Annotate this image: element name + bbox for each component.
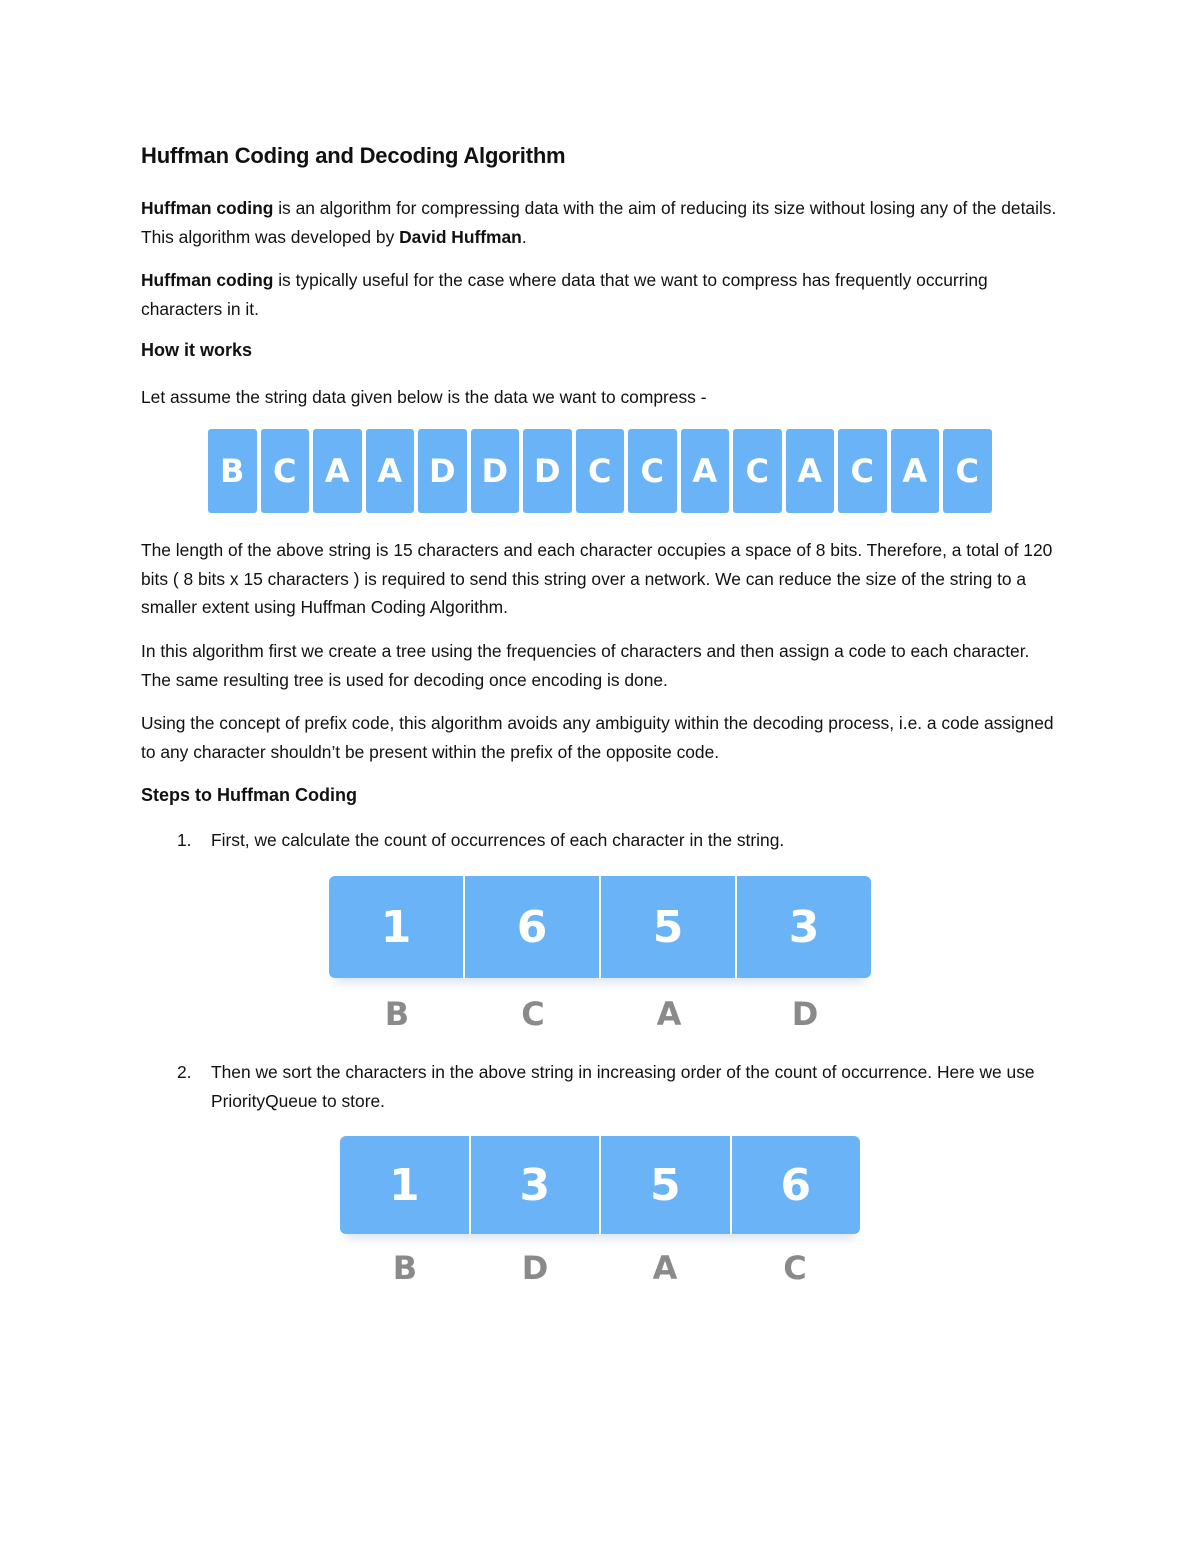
frequency-char-labels (329, 995, 873, 1033)
frequency-count-cell: 1 (329, 876, 465, 978)
sorted-count-cell: 3 (471, 1136, 602, 1234)
string-char-cell: D (471, 429, 520, 513)
string-char-cell: C (733, 429, 782, 513)
sorted-char-labels (340, 1249, 860, 1287)
string-char-cell: C (576, 429, 625, 513)
string-char-cell: A (786, 429, 835, 513)
input-string-strip (208, 429, 992, 513)
string-char-cell: C (838, 429, 887, 513)
document-title: Huffman Coding and Decoding Algorithm (141, 143, 566, 168)
string-char-cell: C (943, 429, 992, 513)
sorted-count-cell: 1 (340, 1136, 471, 1234)
prefix-paragraph: Using the concept of prefix code, this algorithm avoids any ambiguity within the decoding process, i.e. a code assigned to any character shouldn’t be present within the prefix of the opposite code. (141, 713, 1054, 762)
term-huffman-coding-2: Huffman coding (141, 270, 274, 290)
string-char-cell: B (208, 429, 257, 513)
intro-end: . (521, 226, 527, 247)
step-2-text: Then we sort the characters in the above string in increasing order of the count of occurrence. Here we use PriorityQueue to store. (211, 1062, 1035, 1111)
string-char-cell: C (261, 429, 310, 513)
intro-text-2: is typically useful for the case where data that we want to compress has frequently occurring characters in it. (141, 270, 988, 319)
string-char-cell: C (628, 429, 677, 513)
how-it-works-heading: How it works (141, 340, 253, 360)
string-char-cell: D (523, 429, 572, 513)
intro-paragraph-2 (141, 266, 1061, 323)
how-intro-paragraph: Let assume the string data given below is the data we want to compress - (141, 387, 707, 407)
intro-text-1: is an algorithm for compressing data with the aim of reducing its size without losing any of the details. This algorithm was developed by (141, 198, 1057, 247)
step-2-number: 2. (177, 1062, 192, 1082)
sorted-char-label: C (783, 1249, 807, 1287)
author-name: David Huffman (399, 226, 522, 247)
steps-heading: Steps to Huffman Coding (141, 785, 357, 805)
frequency-count-cell: 3 (737, 876, 871, 978)
step-1-number: 1. (177, 830, 192, 850)
string-char-cell: A (313, 429, 362, 513)
sorted-char-label: B (392, 1249, 418, 1287)
string-char-cell: A (681, 429, 730, 513)
string-char-cell: A (891, 429, 940, 513)
frequency-count-cell: 5 (601, 876, 737, 978)
sorted-char-label: A (652, 1249, 678, 1287)
frequency-char-label: D (791, 995, 819, 1033)
length-paragraph: The length of the above string is 15 characters and each character occupies a space of 8 bits. Therefore, a total of 120 bits ( 8 bits x 15 characters ) is required to send this string over a network. We can reduce the size of the string to a smaller extent using Huffman Coding Algorithm. (141, 540, 1053, 617)
sorted-count-cell: 6 (732, 1136, 861, 1234)
string-char-cell: A (366, 429, 415, 513)
frequency-char-label: A (656, 995, 682, 1033)
term-huffman-coding: Huffman coding (141, 198, 274, 218)
frequency-char-label: B (384, 995, 410, 1033)
string-char-cell: D (418, 429, 467, 513)
intro-paragraph-1 (141, 194, 1061, 251)
tree-paragraph: In this algorithm first we create a tree using the frequencies of characters and then assign a code to each character. The same resulting tree is used for decoding once encoding is done. (141, 641, 1030, 690)
step-1-text: First, we calculate the count of occurrences of each character in the string. (211, 830, 785, 850)
frequency-count-cell: 6 (465, 876, 601, 978)
sorted-frequency-table (340, 1136, 860, 1234)
frequency-char-label: C (521, 995, 545, 1033)
frequency-table (329, 876, 871, 978)
sorted-char-label: D (521, 1249, 549, 1287)
sorted-count-cell: 5 (601, 1136, 732, 1234)
